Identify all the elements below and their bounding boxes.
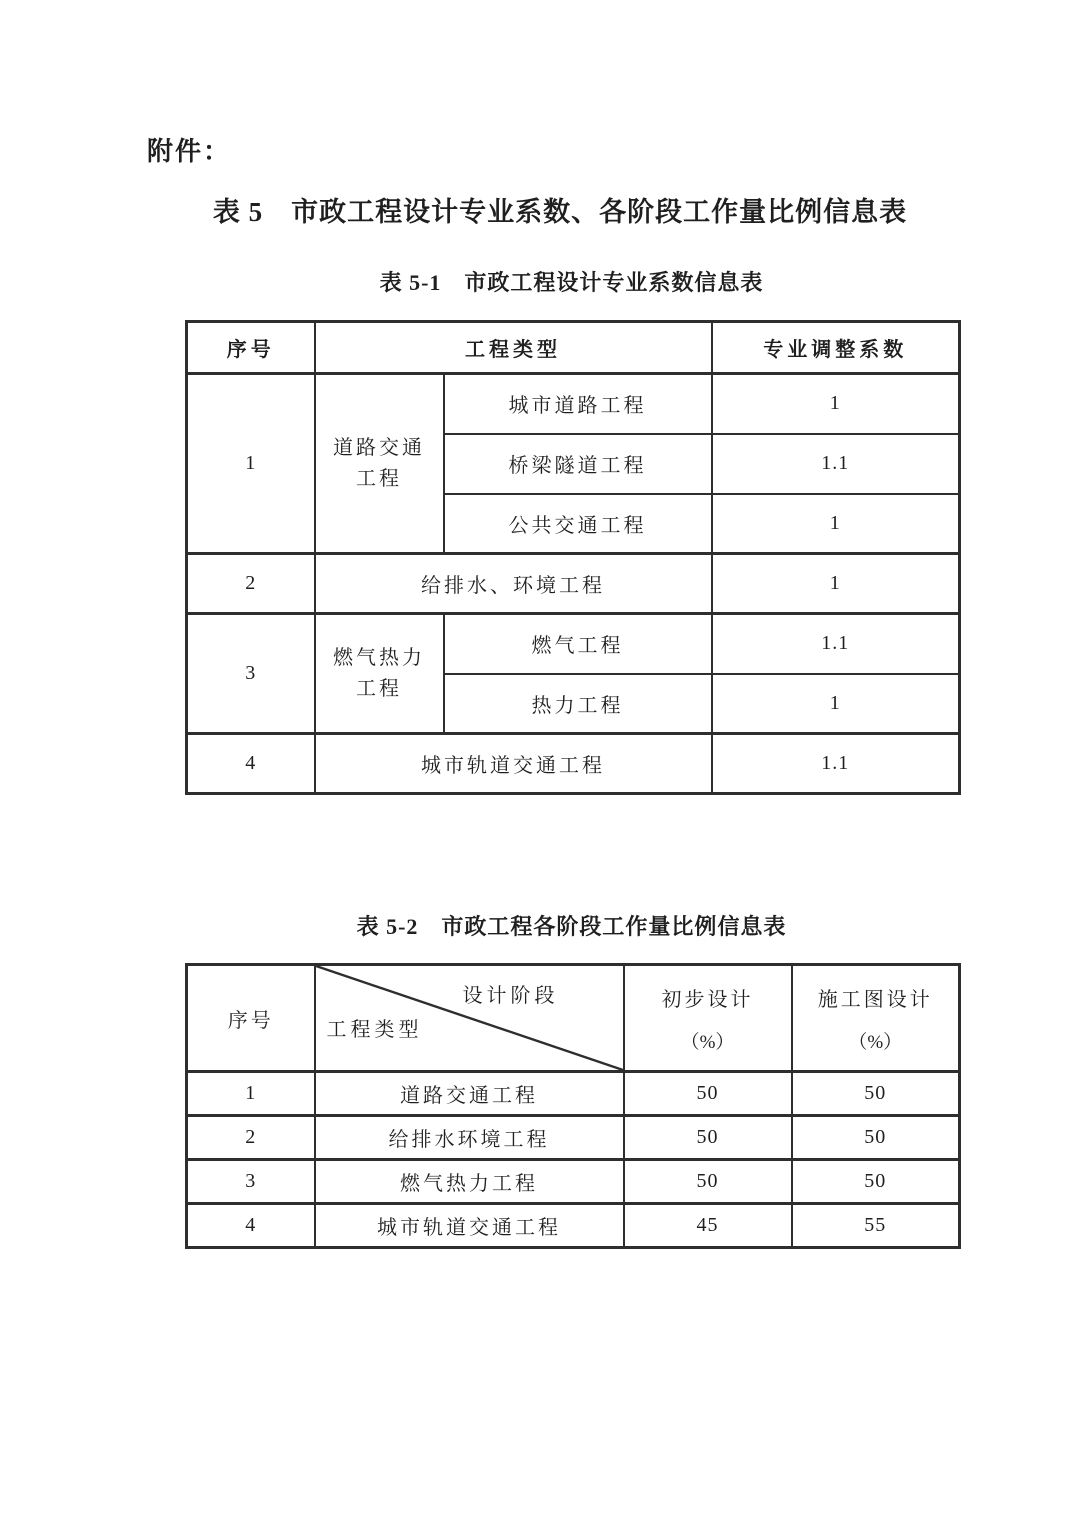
table-5-1-caption: 表 5-1 市政工程设计专业系数信息表 [379,270,764,295]
cell-working-pct: 50 [792,1160,960,1204]
cell-type-water-environment: 给排水、环境工程 [315,554,712,614]
cell-type: 城市轨道交通工程 [315,1204,624,1248]
cell-preliminary-pct: 45 [624,1204,792,1248]
category-label: 道路交通工程 [333,436,425,490]
table-5-2-caption: 表 5-2 市政工程各阶段工作量比例信息表 [356,914,787,939]
cell-no-1: 1 [187,374,315,554]
cell-working-pct: 55 [792,1204,960,1248]
diagonal-label-design-stage: 设计阶段 [462,985,559,1007]
cell-no: 2 [187,1116,315,1160]
cell-type: 燃气热力工程 [315,1160,624,1204]
header-cell-preliminary-design [624,965,792,1072]
cell-no-2: 2 [187,554,315,614]
header-cell-adjust-coef: 专业调整系数 [712,322,960,374]
header-percent-label: （%） [848,1031,903,1053]
table-row [187,614,960,674]
cell-coef: 1 [712,674,960,734]
cell-category-road-traffic [315,374,444,554]
cell-coef: 1 [712,554,960,614]
diagonal-header-cell [315,965,624,1072]
cell-no-4: 4 [187,734,315,794]
cell-type: 道路交通工程 [315,1072,624,1116]
header-cell-working-drawing-design [792,965,960,1072]
header-percent-label: （%） [680,1031,735,1053]
table-row [187,1116,960,1160]
cell-no-3: 3 [187,614,315,734]
cell-coef: 1 [712,374,960,434]
cell-coef: 1.1 [712,614,960,674]
category-label: 燃气热力工程 [333,646,425,700]
cell-no: 3 [187,1160,315,1204]
table-row [187,1160,960,1204]
table-row [187,1072,960,1116]
table-5-1-header-row [187,322,960,374]
table-row [187,554,960,614]
cell-subtype-bridge-tunnel: 桥梁隧道工程 [444,434,712,494]
cell-subtype-heat: 热力工程 [444,674,712,734]
table-5-2-header-row [187,965,960,1072]
header-cell-no: 序号 [187,322,315,374]
table-5-2 [185,963,961,1249]
cell-working-pct: 50 [792,1072,960,1116]
page-title: 表 5 市政工程设计专业系数、各阶段工作量比例信息表 [212,197,908,227]
cell-coef: 1.1 [712,434,960,494]
header-label: 初步设计 [661,988,754,1011]
cell-coef: 1.1 [712,734,960,794]
header-cell-project-type: 工程类型 [315,322,712,374]
cell-subtype-public-transit: 公共交通工程 [444,494,712,554]
cell-coef: 1 [712,494,960,554]
diagonal-label-project-type: 工程类型 [326,1019,423,1041]
cell-type: 给排水环境工程 [315,1116,624,1160]
header-cell-no: 序号 [187,965,315,1072]
cell-preliminary-pct: 50 [624,1072,792,1116]
attachment-label: 附件： [147,137,232,166]
cell-type-urban-rail: 城市轨道交通工程 [315,734,712,794]
table-5-1 [185,320,961,795]
table-row [187,1204,960,1248]
cell-preliminary-pct: 50 [624,1116,792,1160]
header-label: 施工图设计 [817,988,933,1011]
table-row [187,374,960,434]
cell-working-pct: 50 [792,1116,960,1160]
cell-category-gas-heat [315,614,444,734]
cell-preliminary-pct: 50 [624,1160,792,1204]
cell-no: 4 [187,1204,315,1248]
table-row [187,734,960,794]
cell-no: 1 [187,1072,315,1116]
cell-subtype-gas: 燃气工程 [444,614,712,674]
cell-subtype-urban-road: 城市道路工程 [444,374,712,434]
